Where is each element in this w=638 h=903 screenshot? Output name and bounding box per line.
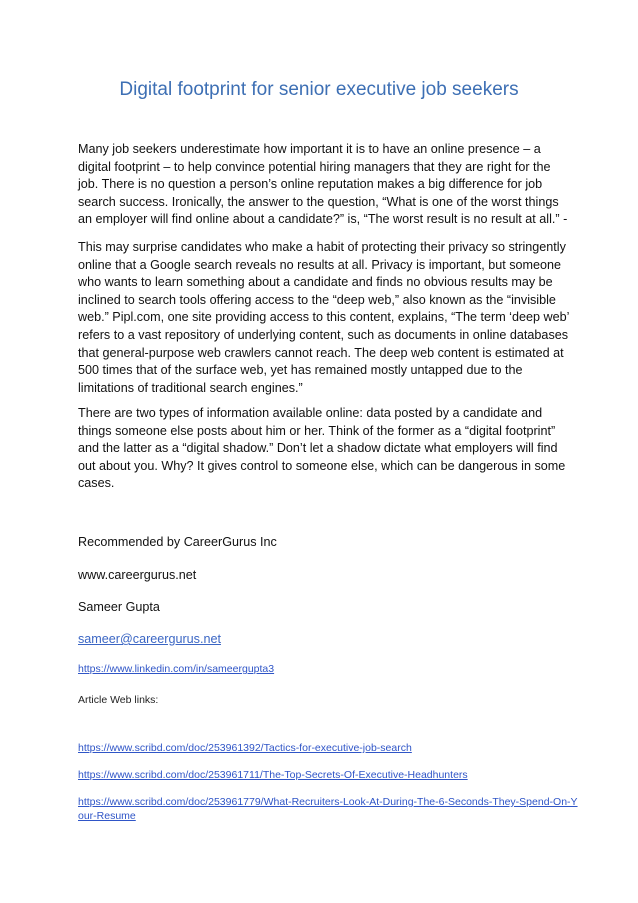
paragraph-digital-shadow: There are two types of information available online: data posted by a candidate and things someone else posts about him or her. Think of the former as a “digital footprint” and the latter as a “digital shadow.” Don’t let a shadow dictate what employers will find out about you. Why? It gives control to someone else, which can be dangerous in some cases.: [78, 406, 566, 491]
article-link-recruiters[interactable]: https://www.scribd.com/doc/253961779/What-Recruiters-Look-At-During-The-6-Seconds-They-Spend-On-Your-Resume: [78, 796, 578, 822]
paragraph-intro: Many job seekers underestimate how important it is to have an online presence – a digital footprint – to help convince potential hiring managers that they are right for the job. There is no question a person’s online reputation makes a big difference for job search success. Ironically, the answer to the question, “What is one of the worst things an employer will find online about a candidate?” is, “The worst result is no result at all.” -: [78, 142, 568, 227]
email-link[interactable]: sameer@careergurus.net: [78, 632, 221, 646]
website-link[interactable]: www.careergurus.net: [78, 568, 197, 582]
page-title: Digital footprint for senior executive job seekers: [119, 79, 519, 100]
recommended-by: Recommended by CareerGurus Inc: [78, 535, 277, 549]
article-link-headhunters[interactable]: https://www.scribd.com/doc/253961711/The-Top-Secrets-Of-Executive-Headhunters: [78, 769, 468, 781]
article-link-tactics[interactable]: https://www.scribd.com/doc/253961392/Tactics-for-executive-job-search: [78, 742, 412, 754]
author-name: Sameer Gupta: [78, 600, 160, 614]
article-links-label: Article Web links:: [78, 694, 159, 706]
paragraph-deep-web: This may surprise candidates who make a habit of protecting their privacy so stringently online that a Google search reveals no results at all. Privacy is important, but someone who wants to learn something about a candidate and finds no obvious results may be inclined to search tools offering access to the “deep web,” also known as the “invisible web.” Pipl.com, one site providing access to this content, explains, “The term ‘deep web’ refers to a vast repository of underlying content, such as documents in online databases that general-purpose web crawlers cannot reach. The deep web content is estimated at 500 times that of the surface web, yet has remained mostly untapped due to the limitations of traditional search engines.”: [78, 240, 569, 395]
linkedin-link[interactable]: https://www.linkedin.com/in/sameergupta3: [78, 663, 275, 675]
